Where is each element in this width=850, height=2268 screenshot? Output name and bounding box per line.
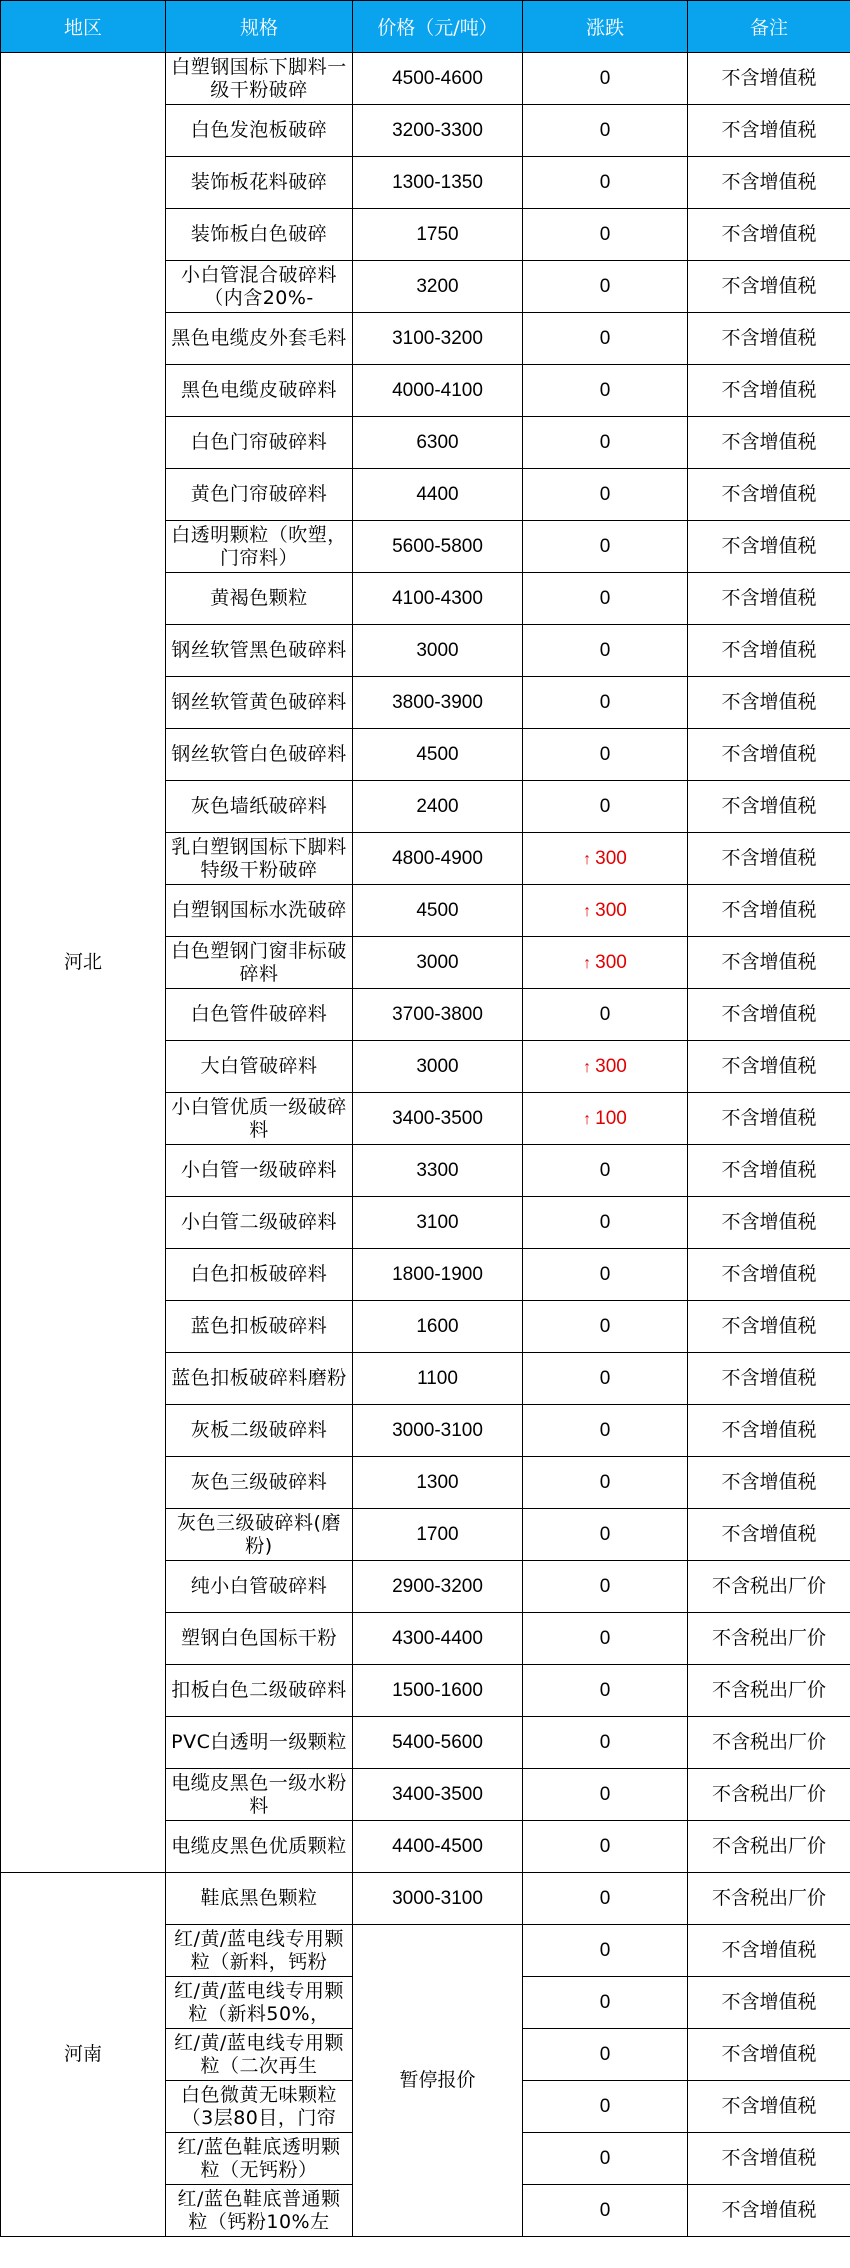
spec-cell [166,53,353,105]
spec-text: 钢丝软管黑色破碎料 [171,639,347,661]
spec-cell [166,469,353,521]
note-cell: 不含增值税 [688,1145,850,1197]
change-value: 0 [599,1680,611,1701]
arrow-up-icon: ↑ [583,1058,592,1076]
change-cell [523,1665,688,1717]
change-cell [523,937,688,989]
price-cell: 1300-1350 [353,157,523,209]
change-value: 0 [599,120,611,141]
note-cell: 不含增值税 [688,1457,850,1509]
spec-cell [166,1769,353,1821]
change-value: 0 [599,1472,611,1493]
change-cell [523,2185,688,2237]
spec-text: 红/黄/蓝电线专用颗粒（新料，钙粉 [174,1927,344,1973]
change-value: 0 [599,432,611,453]
change-cell [523,1197,688,1249]
spec-text: PVC白透明一级颗粒 [171,1731,347,1753]
note-cell: 不含增值税 [688,781,850,833]
change-cell [523,1353,688,1405]
note-cell: 不含税出厂价 [688,1561,850,1613]
note-cell: 不含增值税 [688,157,850,209]
region-cell: 河南 [1,1873,166,2237]
price-cell: 3700-3800 [353,989,523,1041]
spec-cell [166,1821,353,1873]
spec-cell [166,1405,353,1457]
price-cell: 3000-3100 [353,1873,523,1925]
change-value: 0 [599,1992,611,2013]
change-value: 0 [599,692,611,713]
note-cell: 不含增值税 [688,1977,850,2029]
spec-cell [166,1509,353,1561]
change-value: 0 [599,640,611,661]
price-cell: 3200 [353,261,523,313]
change-value: 0 [599,328,611,349]
change-cell [523,781,688,833]
note-cell: 不含增值税 [688,469,850,521]
spec-text: 红/黄/蓝电线专用颗粒（新料50%， [174,1979,344,2025]
spec-cell [166,1353,353,1405]
spec-text: 黄褐色颗粒 [210,587,308,609]
price-cell: 3400-3500 [353,1093,523,1145]
spec-text: 装饰板花料破碎 [190,171,328,193]
spec-text: 白塑钢国标下脚料一级干粉破碎 [171,55,347,101]
note-cell: 不含税出厂价 [688,1873,850,1925]
price-cell: 4500 [353,729,523,781]
note-cell: 不含增值税 [688,313,850,365]
spec-text: 白色扣板破碎料 [190,1263,328,1285]
change-cell [523,833,688,885]
header-change: 涨跌 [523,1,688,53]
change-value: 0 [599,1940,611,1961]
spec-cell [166,1249,353,1301]
price-cell: 3100 [353,1197,523,1249]
price-cell: 5400-5600 [353,1717,523,1769]
change-value: 0 [599,1264,611,1285]
note-cell: 不含增值税 [688,1301,850,1353]
spec-text: 塑钢白色国标干粉 [180,1627,337,1649]
change-up [583,848,627,869]
change-cell [523,573,688,625]
change-value: 0 [599,1888,611,1909]
change-value: 0 [599,172,611,193]
note-cell: 不含增值税 [688,625,850,677]
change-value: 0 [599,1836,611,1857]
spec-text: 钢丝软管白色破碎料 [171,743,347,765]
spec-text: 扣板白色二级破碎料 [171,1679,347,1701]
change-value: 0 [599,2096,611,2117]
note-cell: 不含增值税 [688,209,850,261]
spec-cell [166,2133,353,2185]
price-cell: 3800-3900 [353,677,523,729]
spec-cell [166,105,353,157]
spec-cell [166,1457,353,1509]
spec-cell [166,1041,353,1093]
change-up [583,900,627,921]
price-cell: 5600-5800 [353,521,523,573]
change-value: 0 [599,588,611,609]
note-cell: 不含增值税 [688,573,850,625]
note-cell: 不含增值税 [688,833,850,885]
note-cell: 不含增值税 [688,417,850,469]
price-cell: 2900-3200 [353,1561,523,1613]
note-cell: 不含增值税 [688,53,850,105]
spec-cell [166,261,353,313]
spec-cell [166,1873,353,1925]
region-cell: 河北 [1,53,166,1873]
note-cell: 不含增值税 [688,365,850,417]
spec-text: 蓝色扣板破碎料磨粉 [171,1367,347,1389]
spec-text: 鞋底黑色颗粒 [200,1887,318,1909]
change-cell [523,1769,688,1821]
price-cell: 1750 [353,209,523,261]
price-cell: 3300 [353,1145,523,1197]
header-price: 价格（元/吨） [353,1,523,53]
change-value: 0 [599,1732,611,1753]
change-up [583,952,627,973]
note-cell: 不含增值税 [688,2185,850,2237]
change-cell [523,313,688,365]
price-cell: 1500-1600 [353,1665,523,1717]
note-cell: 不含增值税 [688,989,850,1041]
note-cell: 不含增值税 [688,2029,850,2081]
spec-text: 乳白塑钢国标下脚料特级干粉破碎 [171,835,347,881]
change-cell [523,885,688,937]
change-value: 0 [599,2200,611,2221]
change-value: 0 [599,1420,611,1441]
change-cell [523,365,688,417]
note-cell: 不含税出厂价 [688,1769,850,1821]
spec-text: 电缆皮黑色优质颗粒 [171,1835,347,1857]
change-value: 0 [599,1368,611,1389]
header-row [1,1,850,53]
change-value: 300 [595,899,627,921]
spec-text: 白色塑钢门窗非标破碎料 [171,939,347,985]
change-cell [523,1145,688,1197]
table-row [1,53,850,105]
note-cell: 不含税出厂价 [688,1821,850,1873]
spec-text: 白色门帘破碎料 [190,431,328,453]
header-region: 地区 [1,1,166,53]
change-value: 0 [599,2044,611,2065]
price-cell: 4300-4400 [353,1613,523,1665]
note-cell: 不含税出厂价 [688,1613,850,1665]
change-value: 0 [599,1628,611,1649]
spec-text: 蓝色扣板破碎料 [190,1315,328,1337]
note-cell: 不含增值税 [688,261,850,313]
note-cell: 不含增值税 [688,521,850,573]
change-cell [523,209,688,261]
spec-text: 装饰板白色破碎 [190,223,328,245]
change-value: 0 [599,536,611,557]
price-cell: 3000 [353,625,523,677]
price-cell: 4500 [353,885,523,937]
price-cell: 2400 [353,781,523,833]
price-cell: 4400 [353,469,523,521]
spec-text: 大白管破碎料 [200,1055,318,1077]
price-cell: 1300 [353,1457,523,1509]
spec-cell [166,209,353,261]
spec-text: 纯小白管破碎料 [190,1575,328,1597]
price-cell-merged: 暂停报价 [353,1925,523,2237]
change-cell [523,417,688,469]
change-cell [523,1093,688,1145]
change-cell [523,1041,688,1093]
arrow-up-icon: ↑ [583,954,592,972]
spec-text: 红/黄/蓝电线专用颗粒（二次再生 [174,2031,344,2077]
note-cell: 不含税出厂价 [688,1717,850,1769]
spec-cell [166,1613,353,1665]
change-cell [523,261,688,313]
spec-cell [166,417,353,469]
spec-text: 白透明颗粒（吹塑，门帘料） [171,523,347,569]
change-cell [523,2081,688,2133]
change-cell [523,1249,688,1301]
change-cell [523,1405,688,1457]
spec-cell [166,365,353,417]
change-cell [523,729,688,781]
arrow-up-icon: ↑ [583,850,592,868]
change-value: 0 [599,2148,611,2169]
note-cell: 不含增值税 [688,1925,850,1977]
change-value: 300 [595,951,627,973]
change-cell [523,53,688,105]
price-cell: 3000 [353,937,523,989]
price-cell: 3200-3300 [353,105,523,157]
change-value: 0 [599,380,611,401]
change-value: 0 [599,1576,611,1597]
spec-cell [166,625,353,677]
spec-text: 灰色三级破碎料(磨粉) [177,1511,341,1557]
spec-cell [166,1665,353,1717]
arrow-up-icon: ↑ [583,1110,592,1128]
note-cell: 不含增值税 [688,1249,850,1301]
note-cell: 不含增值税 [688,105,850,157]
change-cell [523,1821,688,1873]
spec-cell [166,2029,353,2081]
change-value: 300 [595,847,627,869]
change-up [583,1056,627,1077]
change-cell [523,1925,688,1977]
change-cell [523,1561,688,1613]
header-note: 备注 [688,1,850,53]
change-value: 100 [595,1107,627,1129]
change-cell [523,1509,688,1561]
change-cell [523,1613,688,1665]
spec-text: 小白管一级破碎料 [180,1159,337,1181]
spec-cell [166,1301,353,1353]
spec-cell [166,1977,353,2029]
change-value: 300 [595,1055,627,1077]
change-value: 0 [599,1784,611,1805]
change-value: 0 [599,276,611,297]
spec-cell [166,1145,353,1197]
spec-text: 黑色电缆皮外套毛料 [171,327,347,349]
change-cell [523,2029,688,2081]
change-cell [523,1717,688,1769]
spec-text: 钢丝软管黄色破碎料 [171,691,347,713]
note-cell: 不含增值税 [688,1509,850,1561]
change-value: 0 [599,1004,611,1025]
change-cell [523,1457,688,1509]
change-value: 0 [599,796,611,817]
change-cell [523,1977,688,2029]
spec-cell [166,573,353,625]
price-cell: 6300 [353,417,523,469]
spec-cell [166,677,353,729]
spec-text: 灰色三级破碎料 [190,1471,328,1493]
spec-text: 小白管混合破碎料（内含20%- [180,263,337,309]
spec-text: 小白管二级破碎料 [180,1211,337,1233]
change-cell [523,2133,688,2185]
change-cell [523,105,688,157]
spec-text: 小白管优质一级破碎料 [171,1095,347,1141]
change-value: 0 [599,1524,611,1545]
change-cell [523,469,688,521]
spec-cell [166,1197,353,1249]
change-value: 0 [599,68,611,89]
price-cell: 4100-4300 [353,573,523,625]
note-cell: 不含增值税 [688,1405,850,1457]
arrow-up-icon: ↑ [583,902,592,920]
change-cell [523,1301,688,1353]
spec-cell [166,937,353,989]
spec-cell [166,1093,353,1145]
price-cell: 4400-4500 [353,1821,523,1873]
spec-text: 白色微黄无味颗粒（3层80目，门帘 [180,2083,337,2129]
change-cell [523,677,688,729]
note-cell: 不含增值税 [688,729,850,781]
change-up [583,1108,627,1129]
change-value: 0 [599,484,611,505]
note-cell: 不含增值税 [688,2081,850,2133]
spec-text: 电缆皮黑色一级水粉料 [171,1771,347,1817]
price-cell: 1700 [353,1509,523,1561]
spec-text: 黑色电缆皮破碎料 [180,379,337,401]
spec-cell [166,833,353,885]
change-value: 0 [599,744,611,765]
note-cell: 不含增值税 [688,1041,850,1093]
spec-text: 白色发泡板破碎 [190,119,328,141]
spec-text: 红/蓝色鞋底透明颗粒（无钙粉） [177,2135,341,2181]
spec-text: 黄色门帘破碎料 [190,483,328,505]
price-cell: 1800-1900 [353,1249,523,1301]
note-cell: 不含增值税 [688,677,850,729]
price-cell: 4000-4100 [353,365,523,417]
spec-text: 灰板二级破碎料 [190,1419,328,1441]
spec-cell [166,2081,353,2133]
spec-cell [166,157,353,209]
change-cell [523,157,688,209]
change-cell [523,625,688,677]
note-cell: 不含增值税 [688,1197,850,1249]
spec-cell [166,989,353,1041]
note-cell: 不含税出厂价 [688,1665,850,1717]
spec-cell [166,1561,353,1613]
change-value: 0 [599,1316,611,1337]
change-value: 0 [599,1160,611,1181]
spec-cell [166,885,353,937]
spec-cell [166,729,353,781]
price-cell: 3100-3200 [353,313,523,365]
change-cell [523,521,688,573]
table-body [1,53,850,2237]
price-cell: 3000 [353,1041,523,1093]
price-cell: 3400-3500 [353,1769,523,1821]
spec-text: 白色管件破碎料 [190,1003,328,1025]
note-cell: 不含增值税 [688,1093,850,1145]
spec-cell [166,781,353,833]
spec-cell [166,521,353,573]
note-cell: 不含增值税 [688,937,850,989]
note-cell: 不含增值税 [688,885,850,937]
change-cell [523,989,688,1041]
price-cell: 1100 [353,1353,523,1405]
note-cell: 不含增值税 [688,2133,850,2185]
table-row [1,1873,850,1925]
price-cell: 1600 [353,1301,523,1353]
spec-text: 白塑钢国标水洗破碎 [171,899,347,921]
spec-cell [166,313,353,365]
price-cell: 3000-3100 [353,1405,523,1457]
price-cell: 4800-4900 [353,833,523,885]
spec-text: 红/蓝色鞋底普通颗粒（钙粉10%左 [177,2187,341,2233]
header-spec: 规格 [166,1,353,53]
change-value: 0 [599,1212,611,1233]
spec-cell [166,1925,353,1977]
spec-text: 灰色墙纸破碎料 [190,795,328,817]
change-cell [523,1873,688,1925]
note-cell: 不含增值税 [688,1353,850,1405]
change-value: 0 [599,224,611,245]
spec-cell [166,2185,353,2237]
spec-cell [166,1717,353,1769]
price-cell: 4500-4600 [353,53,523,105]
